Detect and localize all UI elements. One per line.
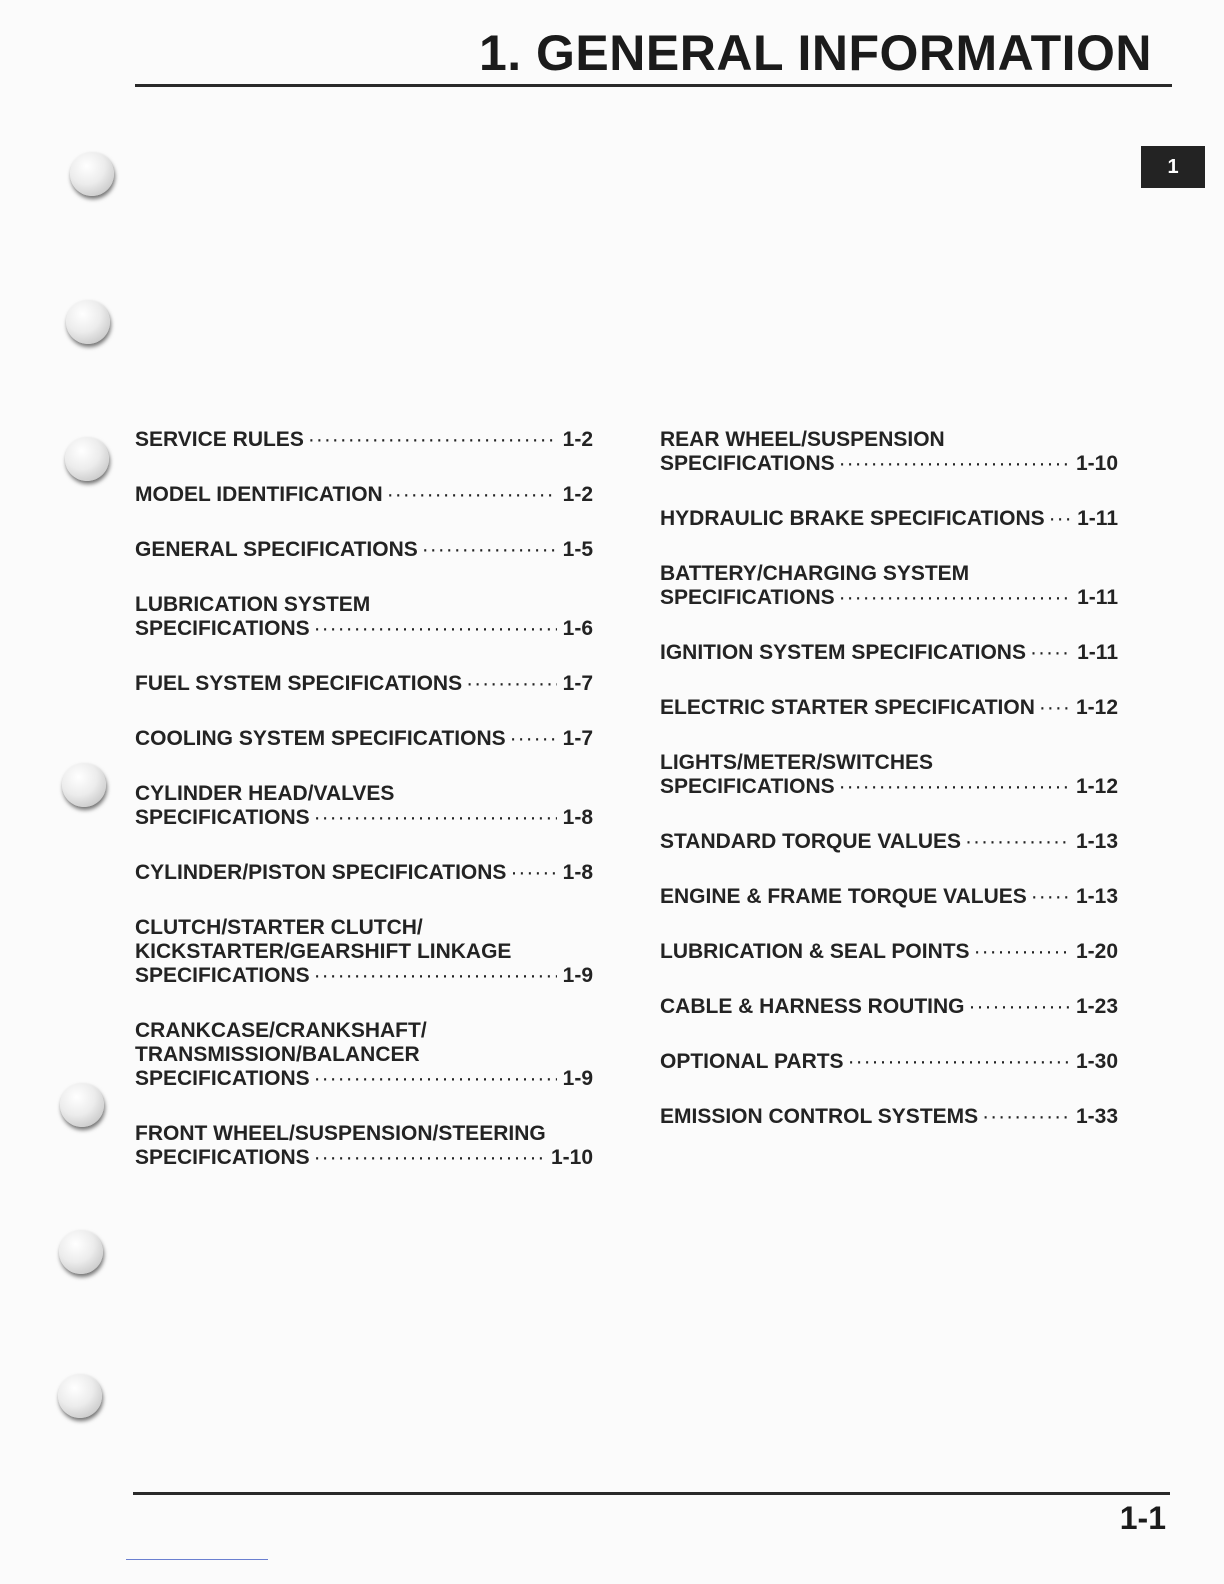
binder-hole-1 [70,152,114,196]
toc-entry-title-line: SPECIFICATIONS [135,1146,310,1169]
toc-page-ref: 1-9 [562,1067,593,1090]
toc-entry-title-line: CLUTCH/STARTER CLUTCH/ [135,916,423,939]
toc-entry[interactable] [135,861,593,885]
toc-page-ref: 1-5 [562,538,593,561]
binder-hole-6 [59,1230,103,1274]
dot-leader [982,1105,1070,1129]
toc-entry-title-line: MODEL IDENTIFICATION [135,483,383,506]
dot-leader [1031,885,1070,909]
dot-leader [1030,641,1071,665]
toc-entry[interactable] [135,1019,593,1091]
toc-entry-title-line: ENGINE & FRAME TORQUE VALUES [660,885,1027,908]
toc-entry-title-line: FRONT WHEEL/SUSPENSION/STEERING [135,1122,546,1145]
toc-entry[interactable] [660,507,1118,531]
toc-entry-title-line: SPECIFICATIONS [135,964,310,987]
toc-entry-title-line: CYLINDER HEAD/VALVES [135,782,395,805]
toc-page-ref: 1-2 [562,483,593,506]
dot-leader [308,428,557,452]
toc-entry[interactable] [135,593,593,641]
toc-entry-title-line: HYDRAULIC BRAKE SPECIFICATIONS [660,507,1045,530]
toc-entry-title-line: FUEL SYSTEM SPECIFICATIONS [135,672,463,695]
toc-page-ref: 1-7 [562,672,593,695]
toc-entry[interactable] [135,428,593,452]
toc-entry-title-line: SERVICE RULES [135,428,304,451]
toc-page-ref: 1-12 [1075,775,1118,798]
header-rule [135,84,1172,87]
toc-entry[interactable] [135,483,593,507]
dot-leader [848,1050,1070,1074]
toc-entry-title-line: SPECIFICATIONS [660,586,835,609]
toc-page-ref: 1-33 [1075,1105,1118,1128]
toc-entry-title-line: SPECIFICATIONS [135,617,310,640]
toc-entry-title-line: SPECIFICATIONS [135,1067,310,1090]
toc-entry[interactable] [660,696,1118,720]
dot-leader [314,964,557,988]
toc-entry-title-line: LUBRICATION & SEAL POINTS [660,940,970,963]
toc-entry-title-line: IGNITION SYSTEM SPECIFICATIONS [660,641,1026,664]
toc-page-ref: 1-10 [1075,452,1118,475]
toc-page-ref: 1-23 [1075,995,1118,1018]
toc-entry[interactable] [660,940,1118,964]
page-number: 1-1 [1119,1500,1166,1536]
dot-leader [422,538,557,562]
dot-leader [314,1067,557,1091]
binder-hole-2 [66,300,110,344]
dot-leader [839,452,1070,476]
toc-entry-title-line: REAR WHEEL/SUSPENSION [660,428,945,451]
toc-page-ref: 1-9 [562,964,593,987]
toc-entry[interactable] [660,428,1118,476]
dot-leader [510,861,556,885]
toc-entry-title-line: CYLINDER/PISTON SPECIFICATIONS [135,861,507,884]
toc-entry-title-line: ELECTRIC STARTER SPECIFICATION [660,696,1035,719]
toc-entry-title-line: SPECIFICATIONS [660,452,835,475]
toc-left-column [135,428,593,1201]
toc-entry-title-line: KICKSTARTER/GEARSHIFT LINKAGE [135,940,512,963]
toc-entry-title-line: CABLE & HARNESS ROUTING [660,995,965,1018]
section-tab: 1 [1141,146,1205,188]
toc-page-ref: 1-7 [562,727,593,750]
toc-entry[interactable] [660,641,1118,665]
toc-entry-title-line: TRANSMISSION/BALANCER [135,1043,420,1066]
toc-entry-title-line: BATTERY/CHARGING SYSTEM [660,562,970,585]
toc-page-ref: 1-13 [1075,885,1118,908]
toc-page-ref: 1-10 [550,1146,593,1169]
binder-hole-5 [60,1083,104,1127]
toc-entry-title-line: CRANKCASE/CRANKSHAFT/ [135,1019,427,1042]
toc-entry[interactable] [660,995,1118,1019]
dot-leader [387,483,557,507]
toc-entry-title-line: LIGHTS/METER/SWITCHES [660,751,933,774]
toc-page-ref: 1-11 [1077,507,1118,530]
binder-hole-3 [65,437,109,481]
dot-leader [510,727,557,751]
toc-page-ref: 1-8 [562,861,593,884]
toc-page-ref: 1-6 [562,617,593,640]
toc-entry[interactable] [660,751,1118,799]
dot-leader [314,1146,545,1170]
toc-right-column [660,428,1118,1160]
toc-entry-title-line: COOLING SYSTEM SPECIFICATIONS [135,727,506,750]
toc-entry[interactable] [135,538,593,562]
dot-leader [1039,696,1070,720]
toc-page-ref: 1-12 [1075,696,1118,719]
dot-leader [466,672,557,696]
dot-leader [974,940,1070,964]
toc-page-ref: 1-13 [1075,830,1118,853]
toc-entry-title-line: OPTIONAL PARTS [660,1050,844,1073]
toc-entry[interactable] [135,916,593,988]
toc-entry-title-line: GENERAL SPECIFICATIONS [135,538,418,561]
toc-entry[interactable] [660,885,1118,909]
toc-entry[interactable] [135,1122,593,1170]
toc-entry[interactable] [660,1105,1118,1129]
toc-page-ref: 1-20 [1075,940,1118,963]
footer-mark [126,1559,268,1560]
dot-leader [965,830,1070,854]
toc-entry[interactable] [135,782,593,830]
toc-page-ref: 1-30 [1075,1050,1118,1073]
toc-entry-title-line: STANDARD TORQUE VALUES [660,830,962,853]
toc-entry-title-line: SPECIFICATIONS [135,806,310,829]
binder-hole-7 [58,1374,102,1418]
footer-rule [133,1492,1170,1495]
toc-entry-title-line: LUBRICATION SYSTEM [135,593,371,616]
page-title: 1. GENERAL INFORMATION [478,25,1152,81]
toc-page-ref: 1-11 [1077,586,1118,609]
toc-entry-title-line: SPECIFICATIONS [660,775,835,798]
dot-leader [839,775,1070,799]
toc-page-ref: 1-8 [562,806,593,829]
toc-entry-title-line: EMISSION CONTROL SYSTEMS [660,1105,979,1128]
toc-entry[interactable] [135,672,593,696]
dot-leader [314,617,557,641]
dot-leader [1049,507,1072,531]
toc-entry[interactable] [135,727,593,751]
toc-page-ref: 1-11 [1077,641,1118,664]
dot-leader [839,586,1072,610]
toc-entry[interactable] [660,1050,1118,1074]
binder-hole-4 [62,763,106,807]
dot-leader [314,806,557,830]
toc-entry[interactable] [660,830,1118,854]
dot-leader [969,995,1070,1019]
toc-page-ref: 1-2 [562,428,593,451]
toc-entry[interactable] [660,562,1118,610]
